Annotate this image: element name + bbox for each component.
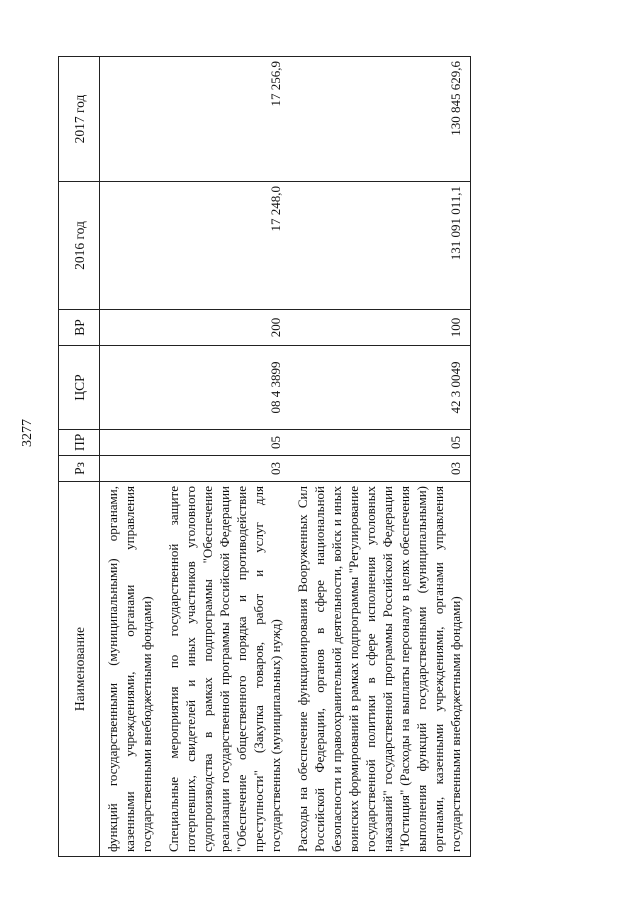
header-vr: ВР [59,310,100,346]
header-pr: ПР [59,430,100,456]
table-header-row [59,57,100,857]
row-vr [100,310,162,346]
row-2016: 131 091 011,1 [290,182,471,310]
row-csr: 42 3 0049 [290,346,471,430]
header-name: Наименование [59,482,100,857]
row-pr: 05 [290,430,471,456]
row-rz: 03 [161,456,290,482]
row-name: Специальные мероприятия по государственной защите потерпевших, свидетелей и иных участников уголовного судопроизводства в рамках подпрограммы "Обеспечение реализации государственной программы Российской Федерации "Обеспечение общественного порядка и противодействие преступности" (Закупка товаров, работ и услуг для государственных (муниципальных) нужд) [161,482,290,857]
row-2016: 17 248,0 [161,182,290,310]
table-row [100,57,162,857]
budget-table [58,56,471,857]
row-vr: 100 [290,310,471,346]
row-vr: 200 [161,310,290,346]
row-name: функций государственными (муниципальными) органами, казенными учреждениями, органами управления государственными внебюджетными фондами) [100,482,162,857]
row-rz [100,456,162,482]
row-2016 [100,182,162,310]
row-pr: 05 [161,430,290,456]
table-row [290,57,471,857]
header-rz: Рз [59,456,100,482]
row-name: Расходы на обеспечение функционирования Вооруженных Сил Российской Федерации, органов в сфере национальной безопасности и правоохранительной деятельности, войск и иных воинских формирований в рамках подпрограммы "Регулирование государственной политики в сфере исполнения уголовных наказаний" государственной программы Российской Федерации "Юстиция" (Расходы на выплаты персоналу в целях обеспечения выполнения функций государственными (муниципальными) органами, казенными учреждениями, органами управления государственными внебюджетными фондами) [290,482,471,857]
row-2017: 130 845 629,6 [290,57,471,182]
page-number: 3277 [20,419,35,447]
row-2017 [100,57,162,182]
row-csr [100,346,162,430]
row-2017: 17 256,9 [161,57,290,182]
row-csr: 08 4 3899 [161,346,290,430]
header-2017: 2017 год [59,57,100,182]
header-2016: 2016 год [59,182,100,310]
table-row [161,57,290,857]
row-rz: 03 [290,456,471,482]
row-pr [100,430,162,456]
header-csr: ЦСР [59,346,100,430]
